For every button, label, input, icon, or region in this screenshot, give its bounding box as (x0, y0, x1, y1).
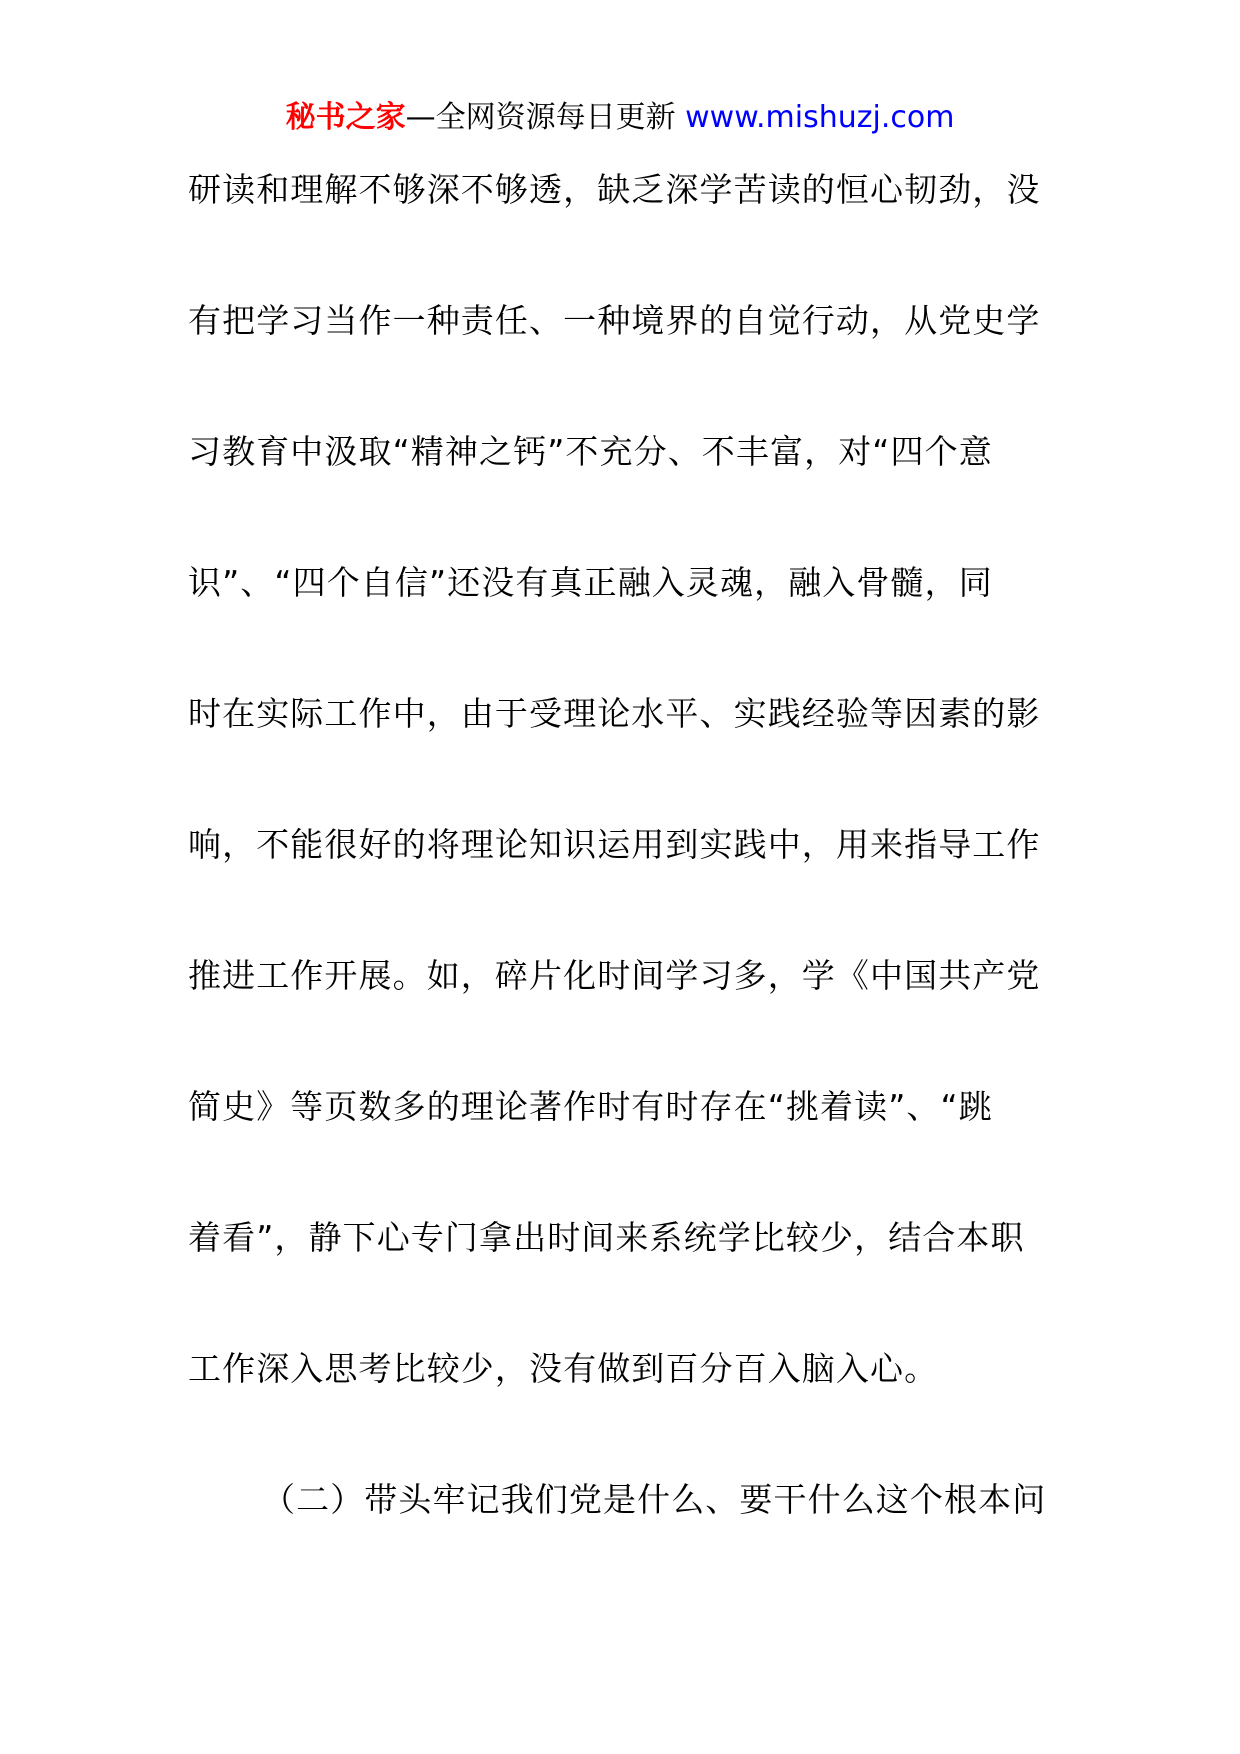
section-heading-line: （二）带头牢记我们党是什么、要干什么这个根本问 (262, 1480, 1047, 1519)
page-header (0, 98, 1240, 138)
text-line: 有把学习当作一种责任、一种境界的自觉行动，从党史学 (188, 301, 1041, 340)
text-line: 响，不能很好的将理论知识运用到实践中，用来指导工作 (188, 825, 1041, 864)
text-line: 时在实际工作中，由于受理论水平、实践经验等因素的影 (188, 694, 1041, 733)
document-body (188, 160, 1054, 1601)
text-line: 推进工作开展。如，碎片化时间学习多，学《中国共产党 (188, 956, 1041, 995)
text-line: 习教育中汲取“精神之钙”不充分、不丰富，对“四个意 (188, 432, 993, 471)
brand-name: 秘书之家 (285, 100, 406, 135)
text-line: 工作深入思考比较少，没有做到百分百入脑入心。 (188, 1349, 939, 1388)
website-link[interactable]: www.mishuzj.com (685, 100, 955, 135)
text-line: 识”、“四个自信”还没有真正融入灵魂，融入骨髓，同 (188, 563, 993, 602)
header-tagline: —全网资源每日更新 (405, 100, 686, 135)
text-line: 着看”，静下心专门拿出时间来系统学比较少，结合本职 (188, 1218, 1025, 1257)
text-line: 研读和理解不够深不够透，缺乏深学苦读的恒心韧劲，没 (188, 170, 1041, 209)
text-line: 简史》等页数多的理论著作时有时存在“挑着读”、“跳 (188, 1087, 993, 1126)
